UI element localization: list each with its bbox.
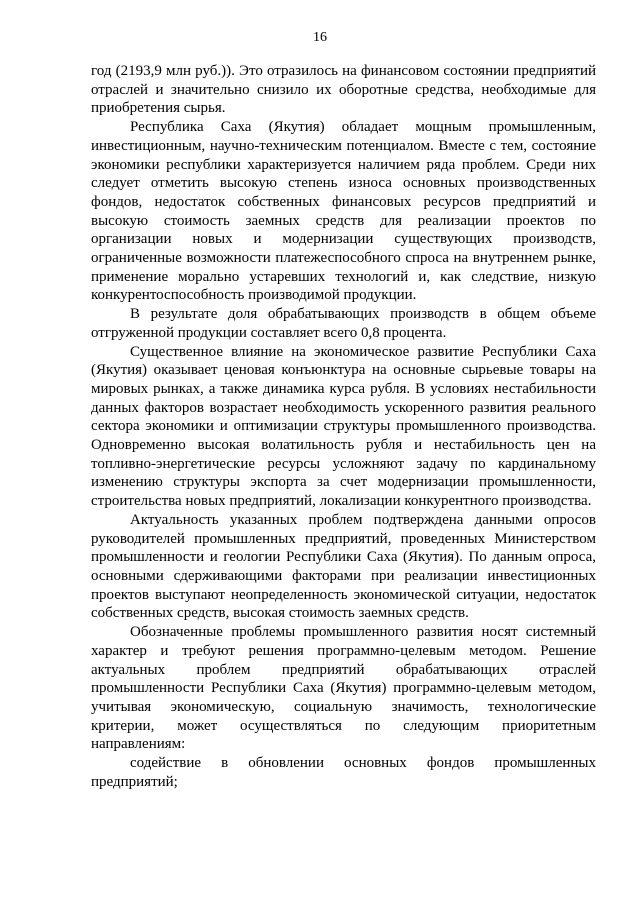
paragraph-price-conjuncture: Существенное влияние на экономическое развитие Республики Саха (Якутия) оказывает ценовая конъюнктура на основные сырьевые товары на мировых рынках, а также динамика курса рубля. В условиях нестабильности данных факторов возрастает необходимость ускоренного развития реального сектора экономики и оптимизации структуры промышленного производства. Одновременно высокая волатильность рубля и нестабильность цен на топливно-энергетические ресурсы усложняют задачу по кардинальному изменению структуры экспорта за счет модернизации промышленности, строительства новых предприятий, локализации конкурентного производства.	[91, 343, 596, 510]
paragraph-manufacturing-share: В результате доля обрабатывающих производств в общем объеме отгруженной продукции составляет всего 0,8 процента.	[91, 306, 596, 341]
paragraph-program-method: Обозначенные проблемы промышленного развития носят системный характер и требуют решения программно-целевым методом. Решение актуальных проблем предприятий обрабатывающих отраслей промышленности Республики Саха (Якутия) программно-целевым методом, учитывая экономическую, социальную значимость, технологические критерии, может осуществляться по следующим приоритетным направлениям:	[91, 624, 596, 753]
paragraph-priority-item: содействие в обновлении основных фондов промышленных предприятий;	[91, 755, 596, 790]
page-number: 16	[313, 30, 327, 45]
paragraph-survey-results: Актуальность указанных проблем подтверждена данными опросов руководителей промышленных предприятий, проведенных Министерством промышленности и геологии Республики Саха (Якутия). По данным опроса, основными сдерживающими факторами при реализации инвестиционных проектов выступают неопределенность экономической ситуации, недостаток собственных средств, высокая стоимость заемных средств.	[91, 511, 596, 622]
paragraph-industrial-potential: Республика Саха (Якутия) обладает мощным промышленным, инвестиционным, научно-техническим потенциалом. Вместе с тем, состояние экономики республики характеризуется наличием ряда проблем. Среди них следует отметить высокую степень износа основных производственных фондов, недостаток собственных финансовых ресурсов предприятий и высокую стоимость заемных средств для реализации проектов по организации новых и модернизации существующих производств, ограниченные возможности платежеспособного спроса на внутреннем рынке, применение морально устаревших технологий и, как следствие, низкую конкурентоспособность производимой продукции.	[91, 119, 596, 304]
paragraph-continuation: год (2193,9 млн руб.)). Это отразилось на финансовом состоянии предприятий отраслей и значительно снизило их оборотные средства, необходимые для приобретения сырья.	[91, 63, 596, 117]
document-body	[91, 62, 596, 791]
